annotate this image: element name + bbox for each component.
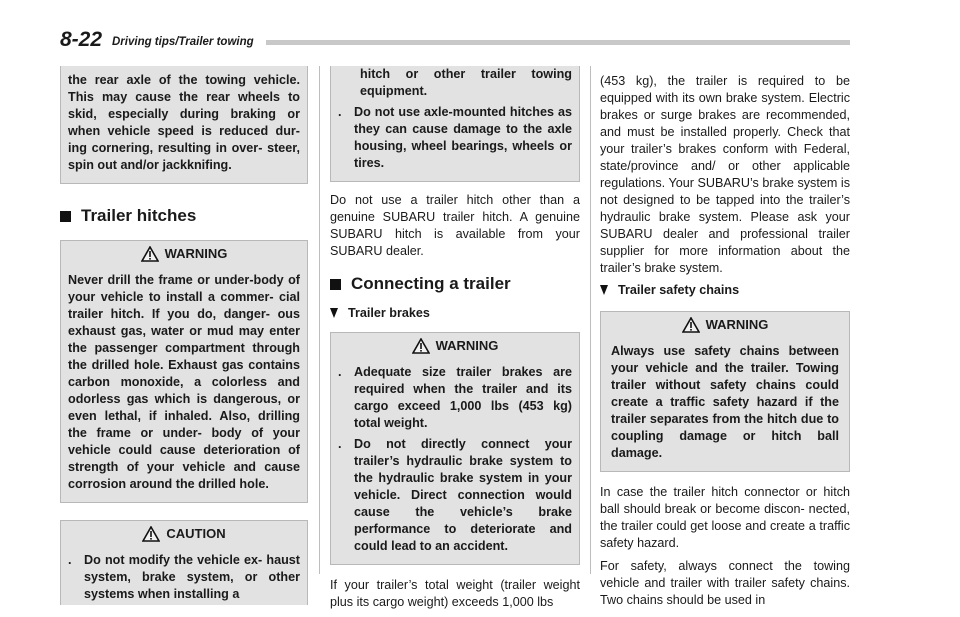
warning-text: Never drill the frame or under-body of your vehicle to install a commer- cial trailer hitch. If you do, danger- ous exhaust gas, water or mud may enter the passenger compartment through the drilled hole. Exhaust gas contains carbon monoxide, a colorless and odorless gas which is dangerous, or even lethal, if inhaled. Also, drilling the frame or under- body of your vehicle could cause deterioration of strength of your vehicle and cause corrosion around the drilled hole.	[68, 273, 300, 491]
caution-label-text: CAUTION	[166, 526, 226, 541]
warning-continued-text: the rear axle of the towing vehicle. This may cause the rear wheels to skid, especially during braking or when vehicle speed is reduced dur- ing cornering, resulting in over- steer, spin out and/or jackknifing.	[68, 73, 300, 172]
heading-text: Trailer hitches	[81, 206, 197, 225]
section-title: Driving tips/Trailer towing	[112, 36, 254, 48]
bullet-mark: .	[338, 105, 342, 119]
warning-label-text: WARNING	[164, 246, 228, 261]
paragraph: Do not use a trailer hitch other than a genuine SUBARU trailer hitch. A genuine SUBARU hitch is available from your SUBARU dealer.	[330, 193, 580, 258]
warning-bullet-text: Do not directly connect your trailer’s hydraulic brake system to the hydraulic brake system in your vehicle. Direct connection would cause the vehicle’s brake performance to deteriorate and could lead to an accident.	[354, 437, 572, 553]
subheading	[330, 306, 580, 320]
heading-text: Connecting a trailer	[351, 274, 511, 293]
square-bullet-icon	[330, 279, 341, 290]
caution-bullet-text: Do not use axle-mounted hitches as they can cause damage to the axle housing, wheel bearings, wheels or tires.	[354, 105, 572, 170]
warning-triangle-icon	[142, 526, 160, 542]
page-number: 8-22	[60, 28, 103, 51]
paragraph: If your trailer’s total weight (trailer weight plus its cargo weight) exceeds 1,000 lbs	[330, 578, 580, 609]
paragraph: For safety, always connect the towing vehicle and trailer with trailer safety chains. Two chains should be used in	[600, 559, 850, 607]
column-divider	[590, 66, 591, 574]
caution-bullet	[68, 552, 300, 603]
column-3	[600, 66, 850, 615]
page-header	[60, 30, 850, 50]
bullet-mark: .	[68, 553, 72, 567]
warning-label	[68, 245, 300, 262]
warning-continued-box	[60, 66, 308, 184]
column-1	[60, 66, 308, 605]
warning-box	[600, 311, 850, 472]
subheading-text: Trailer brakes	[348, 306, 430, 320]
caution-label	[68, 525, 300, 542]
triangle-bullet-icon	[600, 285, 608, 295]
caution-text: Do not modify the vehicle ex- haust system, brake system, or other systems when installing a	[84, 553, 300, 601]
paragraph: In case the trailer hitch connector or hitch ball should break or become discon- nected, the trailer could get loose and create a traffic safety hazard.	[600, 485, 850, 550]
warning-label-text: WARNING	[705, 317, 769, 332]
caution-continued-box	[330, 66, 580, 182]
warning-box	[60, 240, 308, 503]
subheading	[600, 283, 850, 297]
warning-triangle-icon	[682, 317, 700, 333]
warning-text: Always use safety chains between your vehicle and the trailer. Towing trailer without safety chains could create a traffic safety hazard if the trailer separates from the hitch due to coupling damage or hitch ball damage.	[611, 344, 839, 460]
subheading-text: Trailer safety chains	[618, 283, 740, 297]
caution-box	[60, 520, 308, 605]
warning-label	[611, 316, 839, 333]
caution-bullet	[338, 104, 572, 172]
header-rule	[266, 40, 850, 45]
section-heading	[60, 206, 308, 226]
triangle-bullet-icon	[330, 308, 338, 318]
section-heading	[330, 274, 580, 294]
warning-triangle-icon	[141, 246, 159, 262]
warning-box	[330, 332, 580, 565]
square-bullet-icon	[60, 211, 71, 222]
bullet-mark: .	[338, 437, 342, 451]
warning-bullet	[338, 364, 572, 432]
warning-label	[338, 337, 572, 354]
bullet-mark: .	[338, 365, 342, 379]
column-divider	[319, 66, 320, 574]
column-2	[330, 66, 580, 617]
warning-triangle-icon	[412, 338, 430, 354]
warning-bullet-text: Adequate size trailer brakes are required when the trailer and its cargo exceed 1,000 lbs (453 kg) total weight.	[354, 365, 572, 430]
paragraph: (453 kg), the trailer is required to be equipped with its own brake system. Electric brakes or surge brakes are recommended, and must be installed properly. Check that your trailer’s brakes conform with Federal, state/province and/ or other applicable regulations. Your SUBARU’s brake system is not designed to be tapped into the trailer’s hydraulic brake system. Please ask your SUBARU dealer and professional trailer supplier for more information about the trailer’s brake system.	[600, 74, 850, 275]
warning-label-text: WARNING	[435, 338, 499, 353]
caution-continued-text: hitch or other trailer towing equipment.	[360, 67, 572, 98]
warning-bullet	[338, 436, 572, 555]
